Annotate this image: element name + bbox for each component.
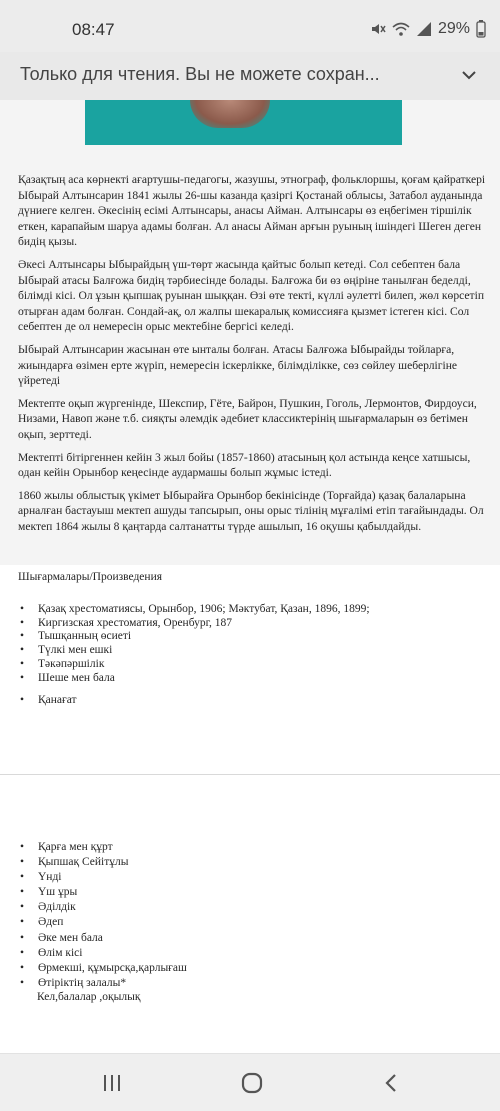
list-item: • Өтіріктің залалы*	[18, 976, 488, 991]
mute-icon	[370, 21, 386, 37]
list-item: • Қарға мен құрт	[18, 840, 488, 855]
list-item: • Үнді	[18, 870, 488, 885]
list-item: • Үш ұры	[18, 885, 488, 900]
navigation-bar	[0, 1053, 500, 1111]
battery-icon	[476, 20, 486, 38]
list-item: • Тәкәпәршілік	[18, 658, 488, 672]
list-item: • Әке мен бала	[18, 931, 488, 946]
recent-apps-icon[interactable]	[92, 1068, 132, 1098]
home-icon[interactable]	[232, 1068, 272, 1098]
works-section	[18, 571, 488, 708]
article-body	[18, 172, 494, 541]
readonly-banner[interactable]	[0, 52, 500, 100]
list-item: • Өрмекші, құмырсқа,қарлығаш	[18, 961, 488, 976]
article-paragraph: Мектепте оқып жүргенінде, Шекспир, Гёте, Байрон, Пушкин, Гоголь, Лермонтов, Фирдоуси, Низами, Навоп және т.б. сияқты әлемдік әдебиет классиктерінің шығармаларын өз бетімен оқып, зерттеді.	[18, 396, 477, 441]
back-icon[interactable]	[372, 1068, 412, 1098]
list-item: • Түлкі мен ешкі	[18, 644, 488, 658]
signal-icon	[416, 21, 432, 37]
list-item: • Шеше мен бала	[18, 672, 488, 686]
list-item: • Әділдік	[18, 900, 488, 915]
list-item: • Тышқанның өсиеті	[18, 630, 488, 644]
portrait-image	[85, 100, 402, 145]
article-paragraph: Әкесі Алтынсары Ыбырайдың үш-төрт жасында қайтыс болып кетеді. Сол себептен бала Ыбырай атасы Балғожа бидің тәрбиесінде болады. Балғожа би өз өңіріне танылған беделді, білімді кісі. Ол ұзын қыпшақ руынан шыққан. Өзі өте текті, күллі әулетті билеп, жөл көрсетіп отырған адам болған. Сондай-ақ, ол жалпы шекаралық комиссияға қызмет істеген кісі. Сол себептен де ол немересін орыс мектебіне бергісі келеді.	[18, 257, 485, 334]
list-item: • Әдеп	[18, 915, 488, 930]
works-title: Шығармалары/Произведения	[18, 571, 163, 583]
status-time: 08:47	[72, 20, 115, 39]
works-list-secondary	[18, 694, 488, 708]
chevron-down-icon[interactable]	[460, 66, 478, 89]
readonly-banner-text: Только для чтения. Вы не можете сохран...	[20, 64, 380, 84]
list-item: • Өлім кісі	[18, 946, 488, 961]
portrait-figure	[190, 100, 270, 128]
page-separator	[0, 774, 500, 775]
list-item: • Қыпшақ Сейітұлы	[18, 855, 488, 870]
article-paragraph: Мектепті бітіргеннен кейін 3 жыл бойы (1857-1860) атасының қол астында кеңсе хатшысы, одан кейін Орынбор кеңесінде аудармашы болып жұмыс істеді.	[18, 450, 471, 480]
article-paragraph: 1860 жылы облыстық үкімет Ыбырайға Орынбор бекінісінде (Торғайда) қазақ балаларына арналған бастауыш мектеп ашуды тапсырып, оны орыс тілінің мұғалімі етіп тағайындады. Ол мектеп 1864 жылы 8 қаңтарда салтанатты түрде ашылып, 16 оқушы қабылдайды.	[18, 488, 484, 533]
article-paragraph: Қазақтың аса көрнекті ағартушы-педагогы, жазушы, этнограф, фольклоршы, қоғам қайраткері Ыбырай Алтынсарин 1841 жылы 26-шы казанда қазіргі Қостанай облысы, Затабол ауданында дүниеге келген. Әкесінің есімі Алтынсары, анасы Айман. Алтынсары өз еңбегімен тіршілік еткен, карапайым шаруа адамы болған. Ал анасы Айман арғын руының ішіндегі Шеген деген бидің қызы.	[18, 173, 486, 249]
closing-line: Кел,балалар ,оқылық	[37, 991, 141, 1003]
list-item: • Қазақ хрестоматиясы, Орынбор, 1906; Мәктубат, Қазан, 1896, 1899;	[18, 603, 488, 617]
works-list-continued	[18, 840, 488, 991]
article-paragraph: Ыбырай Алтынсарин жасынан өте ынталы болған. Атасы Балғожа Ыбырайды тойларға, жиындарға өзімен ерте жүріп, немересін іскерлікке, білімділікке, сөз сөйлеу шеберлігіне үйретеді	[18, 342, 458, 388]
status-bar	[0, 0, 500, 60]
battery-percent: 29%	[437, 20, 470, 37]
list-item: • Киргизская хрестоматия, Оренбург, 187	[18, 617, 488, 631]
list-item: • Қанағат	[18, 694, 488, 708]
works-list	[18, 603, 488, 685]
wifi-icon	[392, 21, 410, 37]
status-icons	[370, 20, 486, 38]
